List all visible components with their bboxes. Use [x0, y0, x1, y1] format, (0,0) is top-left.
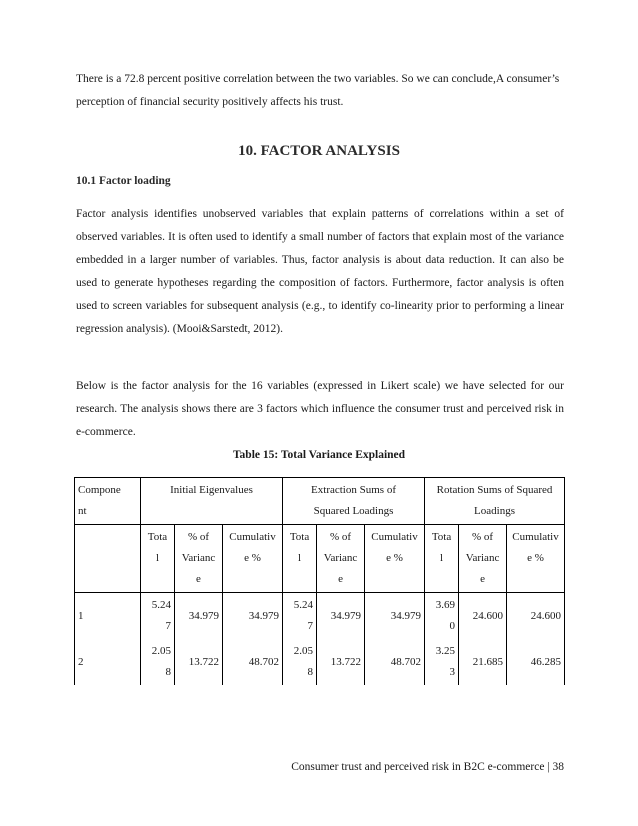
- total-variance-table: [74, 477, 565, 685]
- subheader-text: Cumulativ: [512, 531, 559, 543]
- factor-analysis-summary-paragraph: Below is the factor analysis for the 16 variables (expressed in Likert scale) we have selected for our research. The analysis shows there are 3 factors which influence the consumer trust and perceived risk in e-commerce.: [76, 380, 564, 438]
- cell-text: 8: [307, 666, 314, 678]
- cell-text: 3: [449, 666, 456, 678]
- cell-text: 5.24: [151, 599, 171, 611]
- init-cum-header: [223, 525, 283, 593]
- ext-cum-cell: 48.702: [365, 639, 425, 685]
- rot-cum-cell: 46.285: [507, 639, 565, 685]
- subheader-text: l: [297, 552, 302, 564]
- table-header-row-2: [75, 525, 565, 593]
- subheader-text: l: [155, 552, 160, 564]
- extraction-header: [283, 478, 425, 525]
- ext-total-header: [283, 525, 317, 593]
- initial-eigenvalues-header: [141, 478, 283, 525]
- init-total-cell: [141, 593, 175, 640]
- subheader-text: e: [338, 573, 343, 585]
- subheader-text: Varianc: [181, 552, 216, 564]
- component-subheader-empty: [75, 525, 141, 593]
- section-title: 10. FACTOR ANALYSIS: [238, 143, 400, 159]
- subheader-text: Varianc: [323, 552, 358, 564]
- rot-pct-header: [459, 525, 507, 593]
- cell-text: 2.05: [151, 645, 171, 657]
- rot-cum-cell: 24.600: [507, 593, 565, 640]
- init-total-cell: [141, 639, 175, 685]
- initial-eigenvalues-label: Initial Eigenvalues: [170, 484, 253, 496]
- subsection-title: 10.1 Factor loading: [76, 175, 171, 187]
- rot-cum-header: [507, 525, 565, 593]
- table-row: [75, 593, 565, 640]
- cell-text: 3.25: [435, 645, 456, 657]
- init-pct-cell: 34.979: [175, 593, 223, 640]
- intro-paragraph: There is a 72.8 percent positive correlation between the two variables. So we can conclude,A consumer’s perception of financial security positively affects his trust.: [76, 73, 560, 108]
- init-cum-cell: 48.702: [223, 639, 283, 685]
- factor-loading-paragraph: Factor analysis identifies unobserved variables that explain patterns of correlations within a set of observed variables. It is often used to identify a small number of factors that explain most of the variance embedded in a larger number of variables. Thus, factor analysis is about data reduction. It can also be used to generate hypotheses regarding the composition of factors. Furthermore, factor analysis is often used to screen variables for subsequent analysis (e.g., to identify co-linearity prior to performing a linear regression analysis). (Mooi&Sarstedt, 2012).: [76, 208, 564, 335]
- rot-total-header: [425, 525, 459, 593]
- init-cum-cell: 34.979: [223, 593, 283, 640]
- init-total-header: [141, 525, 175, 593]
- subheader-text: e %: [527, 552, 544, 564]
- rotation-label-line-2: Loadings: [474, 505, 515, 517]
- ext-pct-cell: 34.979: [317, 593, 365, 640]
- ext-pct-cell: 13.722: [317, 639, 365, 685]
- ext-pct-header: [317, 525, 365, 593]
- cell-text: 3.69: [435, 599, 456, 611]
- subheader-text: Tota: [431, 531, 452, 543]
- subheader-text: % of: [471, 531, 494, 543]
- component-header-line-2: nt: [78, 505, 87, 517]
- component-cell: 1: [75, 593, 141, 640]
- cell-text: 0: [449, 620, 456, 632]
- subheader-text: e: [196, 573, 201, 585]
- rotation-label-line-1: Rotation Sums of Squared: [436, 484, 553, 496]
- extraction-label-line-2: Squared Loadings: [313, 505, 394, 517]
- component-header-line-1: Compone: [78, 484, 121, 496]
- init-pct-cell: 13.722: [175, 639, 223, 685]
- rot-pct-cell: 21.685: [459, 639, 507, 685]
- cell-text: 8: [165, 666, 171, 678]
- subheader-text: Tota: [147, 531, 168, 543]
- subheader-text: % of: [329, 531, 352, 543]
- page-footer: Consumer trust and perceived risk in B2C e-commerce | 38: [291, 761, 564, 773]
- subheader-text: Tota: [289, 531, 310, 543]
- cell-text: 5.24: [293, 599, 314, 611]
- rot-total-cell: [425, 593, 459, 640]
- subheader-text: e %: [244, 552, 261, 564]
- init-pct-header: [175, 525, 223, 593]
- ext-total-cell: [283, 593, 317, 640]
- table-header-row-1: [75, 478, 565, 525]
- rot-total-cell: [425, 639, 459, 685]
- cell-text: 2.05: [293, 645, 314, 657]
- subheader-text: Varianc: [465, 552, 500, 564]
- component-header-cell: [75, 478, 141, 525]
- table-caption: Table 15: Total Variance Explained: [232, 449, 406, 461]
- rotation-header: [425, 478, 565, 525]
- subheader-text: l: [440, 552, 444, 564]
- rot-pct-cell: 24.600: [459, 593, 507, 640]
- cell-text: 7: [307, 620, 314, 632]
- ext-cum-cell: 34.979: [365, 593, 425, 640]
- subheader-text: % of: [187, 531, 210, 543]
- extraction-label-line-1: Extraction Sums of: [311, 484, 396, 496]
- table-row: [75, 639, 565, 685]
- ext-cum-header: [365, 525, 425, 593]
- subheader-text: Cumulativ: [229, 531, 276, 543]
- subheader-text: e %: [386, 552, 403, 564]
- cell-text: 7: [165, 620, 171, 632]
- subheader-text: Cumulativ: [371, 531, 418, 543]
- subheader-text: e: [480, 573, 485, 585]
- component-cell: 2: [75, 639, 141, 685]
- ext-total-cell: [283, 639, 317, 685]
